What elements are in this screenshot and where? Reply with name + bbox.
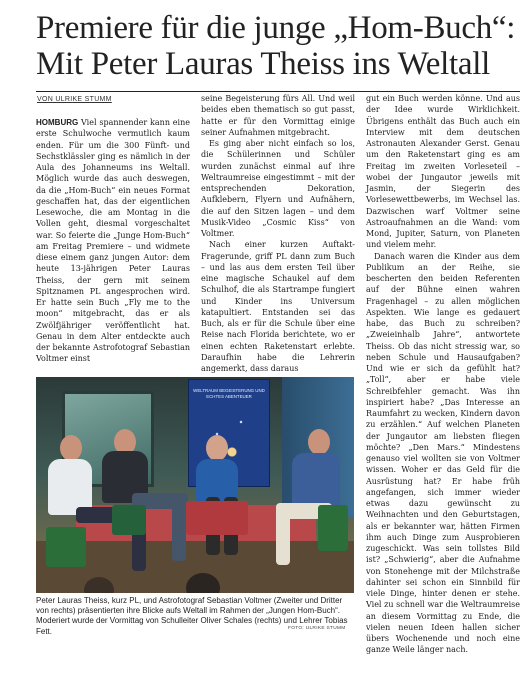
photo-credit: FOTO: ULRIKE STUMM (288, 626, 346, 631)
headline-line-2: Mit Peter Lauras Theiss ins Weltall (36, 46, 490, 82)
article-headline (36, 10, 516, 82)
banner-text: WELTRAUM BEGEISTERUNG UND ECHTES ABENTEUER (193, 388, 265, 399)
dateline: HOMBURG (36, 118, 79, 127)
paragraph (36, 117, 190, 365)
paragraph: Es ging aber nicht einfach so los, die Schülerinnen und Schüler wurden zunächst einmal auf ihre Weltraumreise eingestimmt – mit der entsprechenden Dekoration, Aufklebern, Flyern und Aufnähern, die auf den Sitzen lagen – und dem Musik-Video „Cosmic Kiss“ von Voltmer. (201, 139, 355, 238)
paragraph: Danach waren die Kinder aus dem Publikum an der Reihe, sie bescherten den beiden Referenten auf der Bühne einen wahren Fragenhagel – zu allen möglichen Aspekten. Wie lange es gedauert habe, das Buch zu schreiben? „Zweieinhalb Jahre“, antwortete Theiss. Ob das nicht stressig war, so neben Schule und Hausaufgaben? Und wie er sich da gefühlt hat? „Toll“, aber er habe viele Schreibfehler gemacht. Was ihn inspiriert habe? „Das Interesse an Raumfahrt zu wecken, Kindern davon zu erzählen.“ Auf welchen Planeten der Jungautor am liebsten fliegen möchte? „Den Mars.“ Mindestens genauso viel wollten sie von Voltmer wissen. Woher er das Geld für die Ausrüstung hat? Er habe früh angefangen, sich immer wieder etwas dazu gewünscht zu Weihnachten und den Geburtstagen, als er bekannter war, hätten Firmen ihm auch Dinge zum Ausprobieren zugeschickt. Was sein tollstes Bild ist? „Schwierig“, aber die Aufnahme von Stonehenge mit der Milchstraße dahinter sei schon ein Sinnbild für viele Dinge, hinter denen er stehe. Viel zu schnell war die Weltraumreise an diesem Vormittag zu Ende, die vielen neuen Ideen hallen sicher übers Wochenende und noch eine ganze Weile länger nach. (366, 251, 520, 655)
paragraph: Nach einer kurzen Auftakt-Fragerunde, griff PL dann zum Buch – und las aus dem ersten Teil über eine magische Schaukel auf dem Schulhof, die als Startrampe fungiert und Kinder ins Universum katapultiert. Entstanden sei das Buch, als er für die Schule über eine Reise nach Florida berichtete, wo er einen echten Raketenstart erlebte. Daraufhin habe die Lehrerin angemerkt, dass daraus (201, 240, 355, 373)
paragraph: seine Begeisterung fürs All. Und weil beides eben thematisch so gut passt, hatte er für den Vormittag einige seiner Aufnahmen mitgebracht. (201, 94, 355, 137)
article-column-1 (36, 117, 190, 365)
article-column-2 (201, 93, 355, 374)
article-photo (36, 377, 354, 593)
paragraph-text: Viel spannender kann eine erste Schulwoche vermutlich kaum enden. Für um die 300 Fünft- und Sechstklässler ging es nämlich in der Aula des Johanneums ins Weltall. Möglich wurde das auch deswegen, da die „Hom-Buch“ ein neues Format geschaffen hat, das der eigentlichen Lesewoche, die am Montag in die Vollen geht, diesmal vorgeschaltet war. So feierte die „Junge Hom-Buch“ am Freitag Premiere – und widmete diese einem ganz jungen Autor: dem heute 13-jährigen Peter Lauras Theiss, der gern mit seinem Spitznamen PL angesprochen wird. Er hatte sein Buch „Fly me to the moon“ mitgebracht, das er als Zwölfjähriger veröffentlicht hat. Genau in dem Alter entdeckte auch der bekannte Astrofotograf Sebastian Voltmer einst (36, 118, 190, 364)
photo-caption: Peter Lauras Theiss, kurz PL, und Astrofotograf Sebastian Voltmer (Zweiter und Dritter von rechts) präsentierten ihre Blicke aufs Weltall im Rahmen der „Jungen Hom-Buch“. Moderiert wurde der Vormittag von Schulleiter Oliver Schales (rechts) und Lehrer Tobias Fett. (36, 596, 348, 636)
article-column-3 (366, 93, 520, 656)
byline: VON ULRIKE STUMM (37, 96, 112, 103)
headline-rule (36, 91, 520, 92)
headline-line-1: Premiere für die junge „Hom-Buch“: (36, 10, 516, 46)
paragraph: gut ein Buch werden könne. Und aus der Idee wurde Wirklichkeit. Übrigens enthält das Buch auch ein Interview mit dem deutschen Astronauten Alexander Gerst. Genau um den Raketenstart ging es am Freitag im zweiten Vorleseteil – wobei der Jungautor jeweils mit Jasmin, der Siegerin des Vorlesewettbewerbs, im Wechsel las. Dazwischen warf Voltmer seine Astroaufnahmen an die Wand: vom Mond, Jupiter, Saturn, von Planeten und vielem mehr. (366, 94, 520, 250)
